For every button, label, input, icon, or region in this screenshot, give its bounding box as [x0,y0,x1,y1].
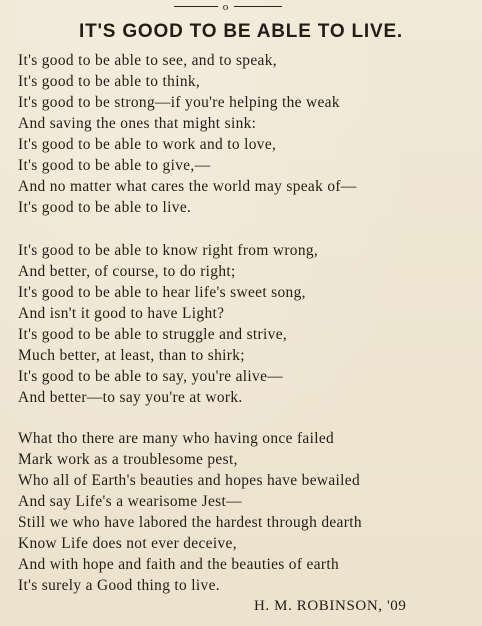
poem-line: And saving the ones that might sink: [18,115,257,132]
poem-line: Who all of Earth's beauties and hopes have bewailed [18,472,360,489]
poem-line: It's surely a Good thing to live. [18,577,220,594]
stanza-3 [18,428,468,596]
stanza-1 [18,50,468,218]
poem-line: And with hope and faith and the beauties of earth [18,556,340,573]
poem-line: And better, of course, to do right; [18,263,236,280]
ornament-rule-left [174,6,218,7]
stanza-2 [18,240,468,408]
poem-line: Much better, at least, than to shirk; [18,347,245,364]
poem-line: It's good to be able to give,— [18,157,211,174]
poem-line: It's good to be able to think, [18,73,201,90]
ornament-circle: o [222,1,229,13]
poem-line: And say Life's a wearisome Jest— [18,493,242,510]
poem-line: It's good to be strong—if you're helping the weak [18,94,340,111]
poem-line: It's good to be able to struggle and strive, [18,326,288,343]
poem-line: And isn't it good to have Light? [18,305,225,322]
poem-line: It's good to be able to say, you're alive— [18,368,284,385]
poem-line: It's good to be able to see, and to speak, [18,52,277,69]
poem-line: Mark work as a troublesome pest, [18,451,238,468]
author-signature: H. M. ROBINSON, '09 [254,598,407,614]
poem-line: It's good to be able to work and to love, [18,136,277,153]
poem-line: It's good to be able to live. [18,199,192,216]
poem-line: Still we who have labored the hardest through dearth [18,514,362,531]
poem-title: IT'S GOOD TO BE ABLE TO LIVE. [78,21,403,42]
poem-line: It's good to be able to hear life's sweet song, [18,284,306,301]
poem-line: And no matter what cares the world may speak of— [18,178,357,195]
title-ornament [174,2,282,14]
poem-line: And better—to say you're at work. [18,389,243,406]
ornament-rule-right [234,6,282,7]
poem-line: It's good to be able to know right from wrong, [18,242,319,259]
poem-line: Know Life does not ever deceive, [18,535,237,552]
poem-line: What tho there are many who having once failed [18,430,335,447]
